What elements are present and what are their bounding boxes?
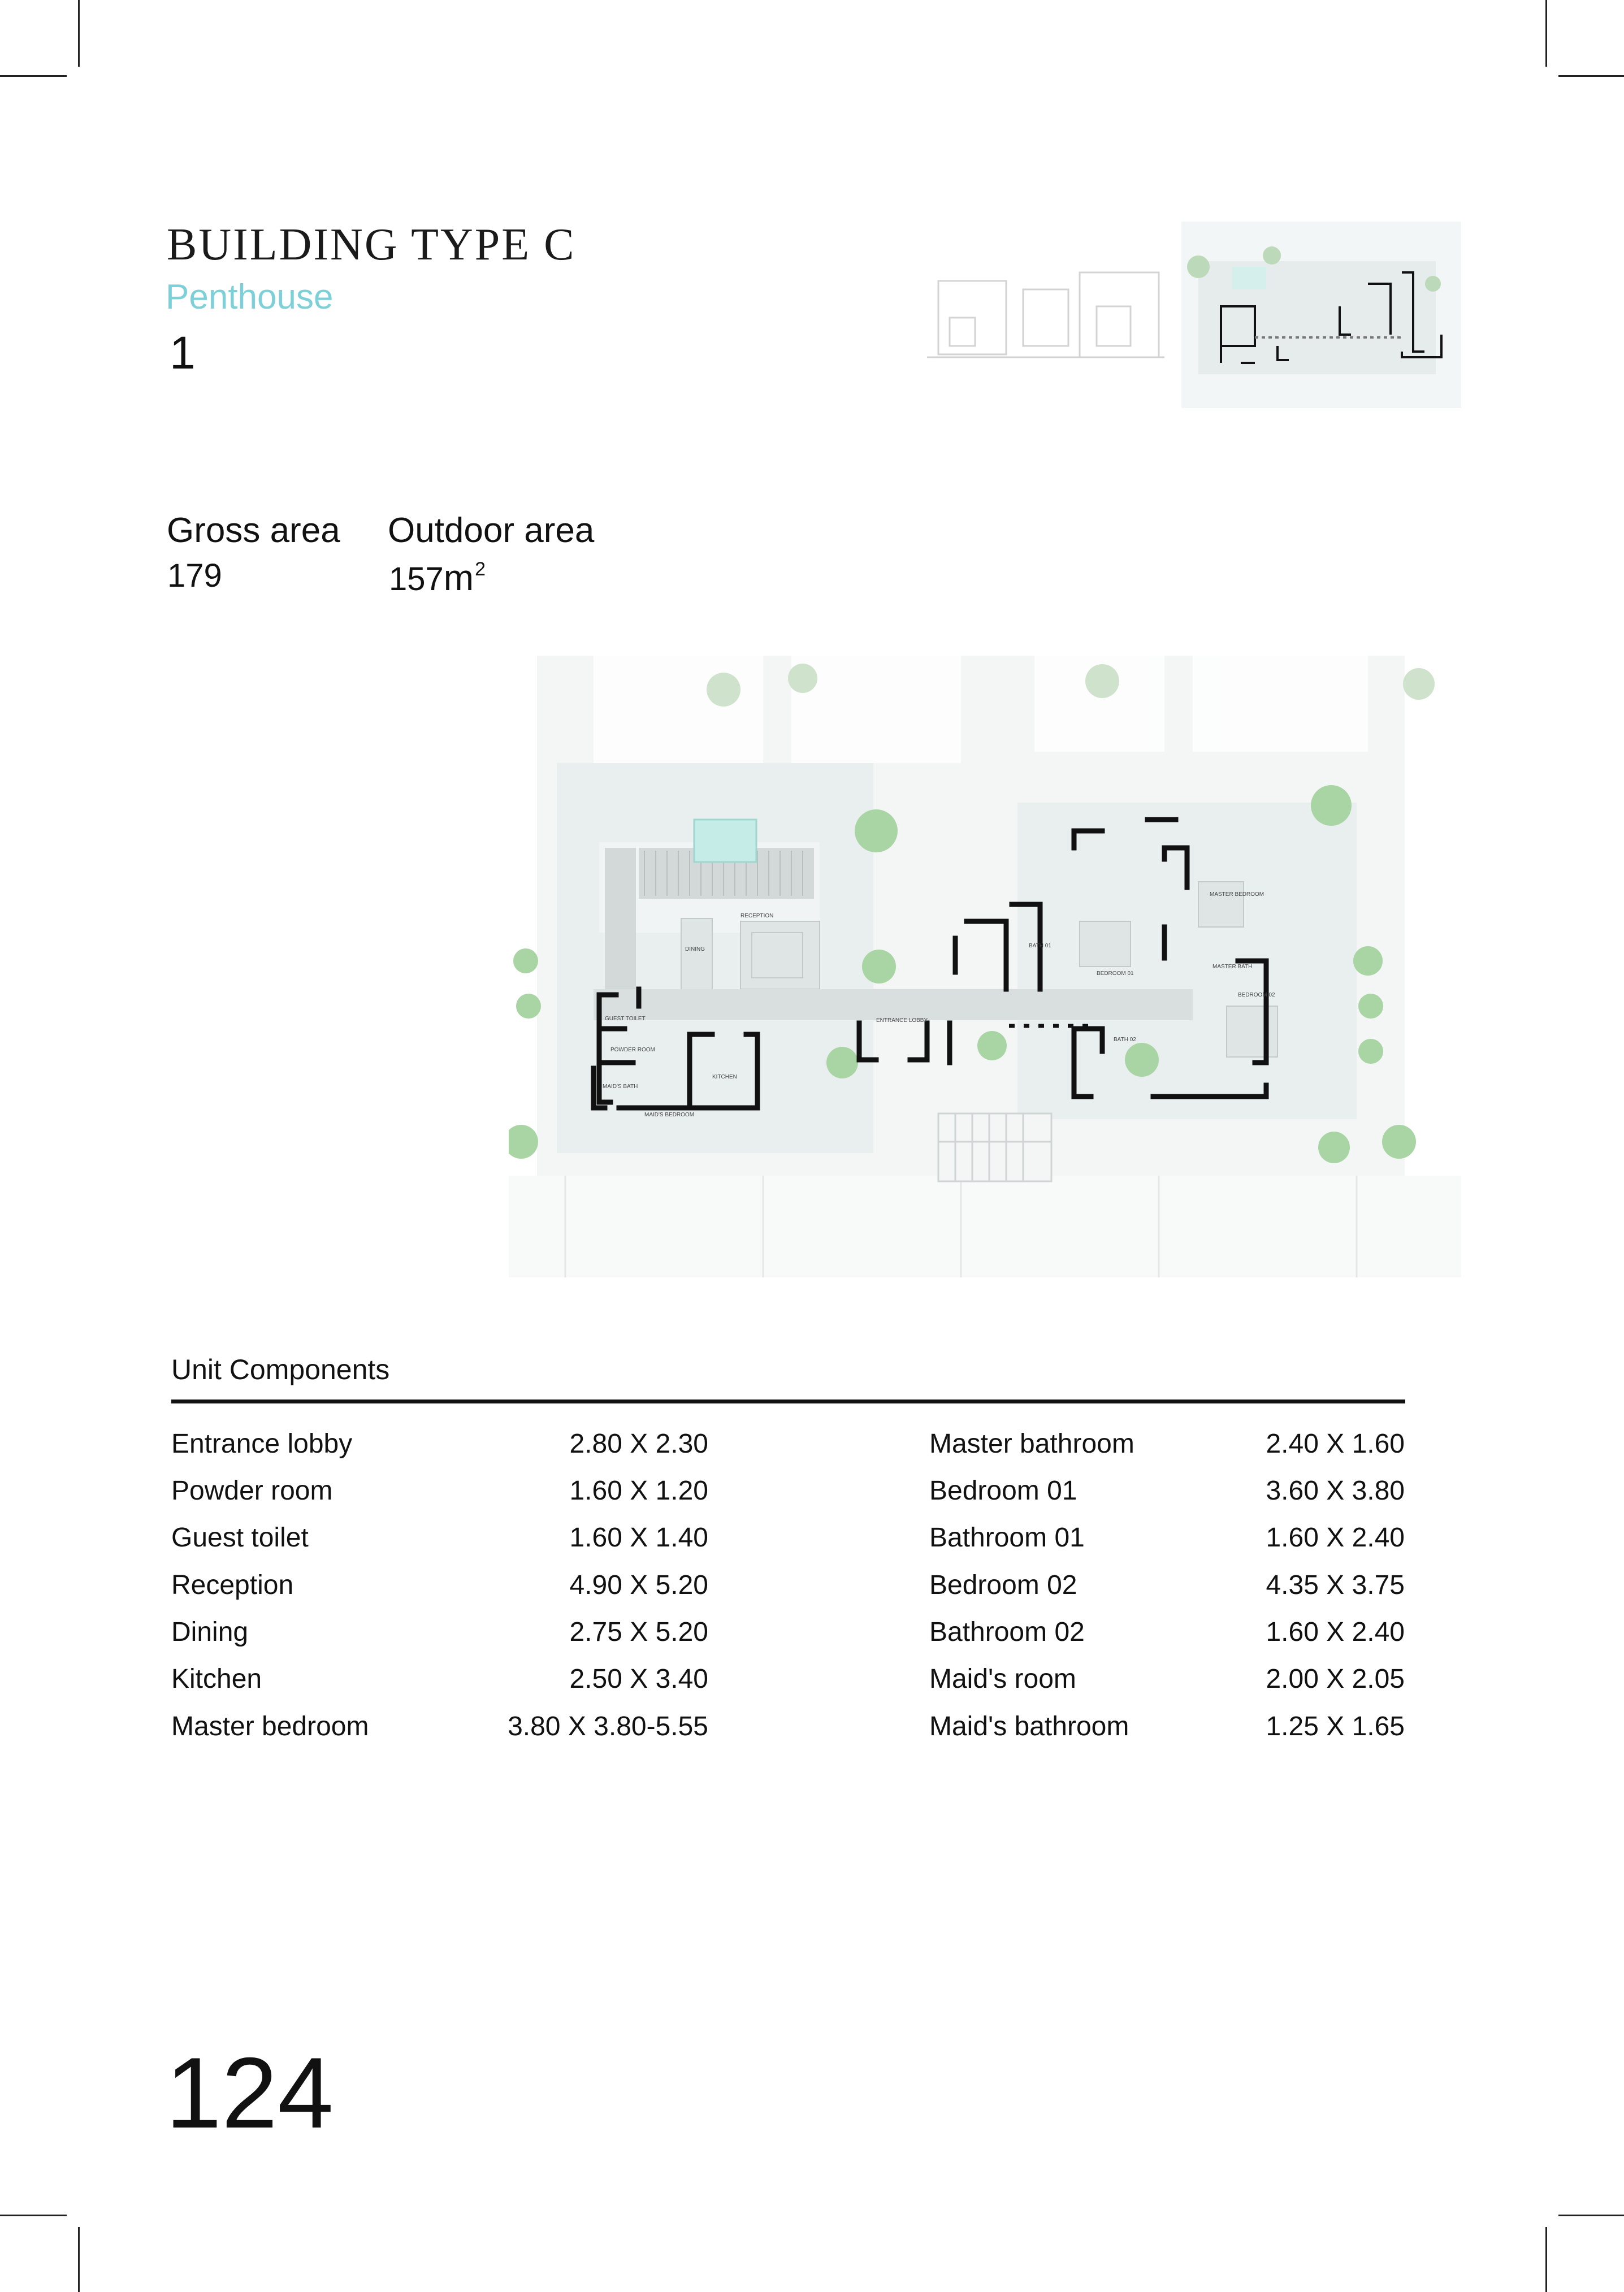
outdoor-area-value-group [389, 557, 486, 599]
unit-number: 1 [170, 327, 196, 379]
component-label: Powder room [171, 1476, 333, 1506]
svg-text:BATH 02: BATH 02 [1114, 1037, 1136, 1043]
component-value: 2.40 X 1.60 [1266, 1429, 1405, 1459]
svg-text:MASTER BATH: MASTER BATH [1212, 964, 1253, 970]
svg-text:BATH 01: BATH 01 [1029, 943, 1051, 949]
floor-plan-image [509, 656, 1461, 1277]
crop-mark [0, 2215, 67, 2216]
component-value: 1.60 X 2.40 [1266, 1617, 1405, 1647]
svg-text:RECEPTION: RECEPTION [740, 913, 774, 919]
component-label: Bedroom 02 [929, 1570, 1077, 1600]
svg-text:BEDROOM 02: BEDROOM 02 [1238, 992, 1275, 998]
component-value: 2.80 X 2.30 [569, 1429, 708, 1459]
component-value: 2.75 X 5.20 [569, 1617, 708, 1647]
unit-type: Penthouse [166, 278, 334, 317]
divider [171, 1400, 1405, 1403]
crop-mark [0, 75, 67, 77]
outdoor-area-label: Outdoor area [388, 511, 595, 550]
component-value: 1.25 X 1.65 [1266, 1712, 1405, 1741]
gross-area-value: 179 [167, 557, 222, 594]
area-unit-superscript: 2 [475, 558, 486, 580]
svg-text:MAID'S BATH: MAID'S BATH [603, 1084, 638, 1090]
component-value: 1.60 X 2.40 [1266, 1523, 1405, 1553]
svg-text:GUEST TOILET: GUEST TOILET [605, 1016, 646, 1022]
unit-components-title: Unit Components [171, 1354, 390, 1385]
component-label: Master bathroom [929, 1429, 1134, 1459]
area-unit: m [443, 557, 474, 598]
component-label: Guest toilet [171, 1523, 309, 1553]
crop-mark [1545, 0, 1547, 67]
key-plan-image [916, 222, 1461, 408]
component-value: 2.50 X 3.40 [569, 1664, 708, 1694]
crop-mark [1545, 2227, 1547, 2292]
component-value: 3.60 X 3.80 [1266, 1476, 1405, 1506]
component-label: Kitchen [171, 1664, 262, 1694]
component-label: Entrance lobby [171, 1429, 353, 1459]
outdoor-area-value: 157 [389, 561, 444, 597]
component-label: Bathroom 01 [929, 1523, 1085, 1553]
component-value: 2.00 X 2.05 [1266, 1664, 1405, 1694]
svg-text:DINING: DINING [685, 946, 705, 952]
component-value: 4.35 X 3.75 [1266, 1570, 1405, 1600]
svg-text:MAID'S BEDROOM: MAID'S BEDROOM [644, 1112, 695, 1118]
component-value: 1.60 X 1.40 [569, 1523, 708, 1553]
crop-mark [78, 2227, 80, 2292]
gross-area-label: Gross area [167, 511, 340, 550]
component-label: Maid's room [929, 1664, 1076, 1694]
svg-text:KITCHEN: KITCHEN [712, 1074, 737, 1080]
component-label: Maid's bathroom [929, 1712, 1129, 1741]
crop-mark [78, 0, 80, 67]
page-number: 124 [166, 2037, 334, 2149]
component-label: Dining [171, 1617, 249, 1647]
svg-text:MASTER BEDROOM: MASTER BEDROOM [1210, 891, 1264, 898]
component-label: Reception [171, 1570, 294, 1600]
component-value: 3.80 X 3.80-5.55 [508, 1712, 708, 1741]
svg-text:ENTRANCE LOBBY: ENTRANCE LOBBY [876, 1017, 928, 1024]
component-value: 4.90 X 5.20 [569, 1570, 708, 1600]
component-value: 1.60 X 1.20 [569, 1476, 708, 1506]
svg-text:POWDER ROOM: POWDER ROOM [610, 1047, 655, 1053]
component-label: Bedroom 01 [929, 1476, 1077, 1506]
svg-text:BEDROOM 01: BEDROOM 01 [1097, 970, 1134, 977]
crop-mark [1558, 2215, 1624, 2216]
component-label: Bathroom 02 [929, 1617, 1085, 1647]
crop-mark [1558, 75, 1624, 77]
page-title: BUILDING TYPE C [167, 220, 576, 270]
component-label: Master bedroom [171, 1712, 369, 1741]
